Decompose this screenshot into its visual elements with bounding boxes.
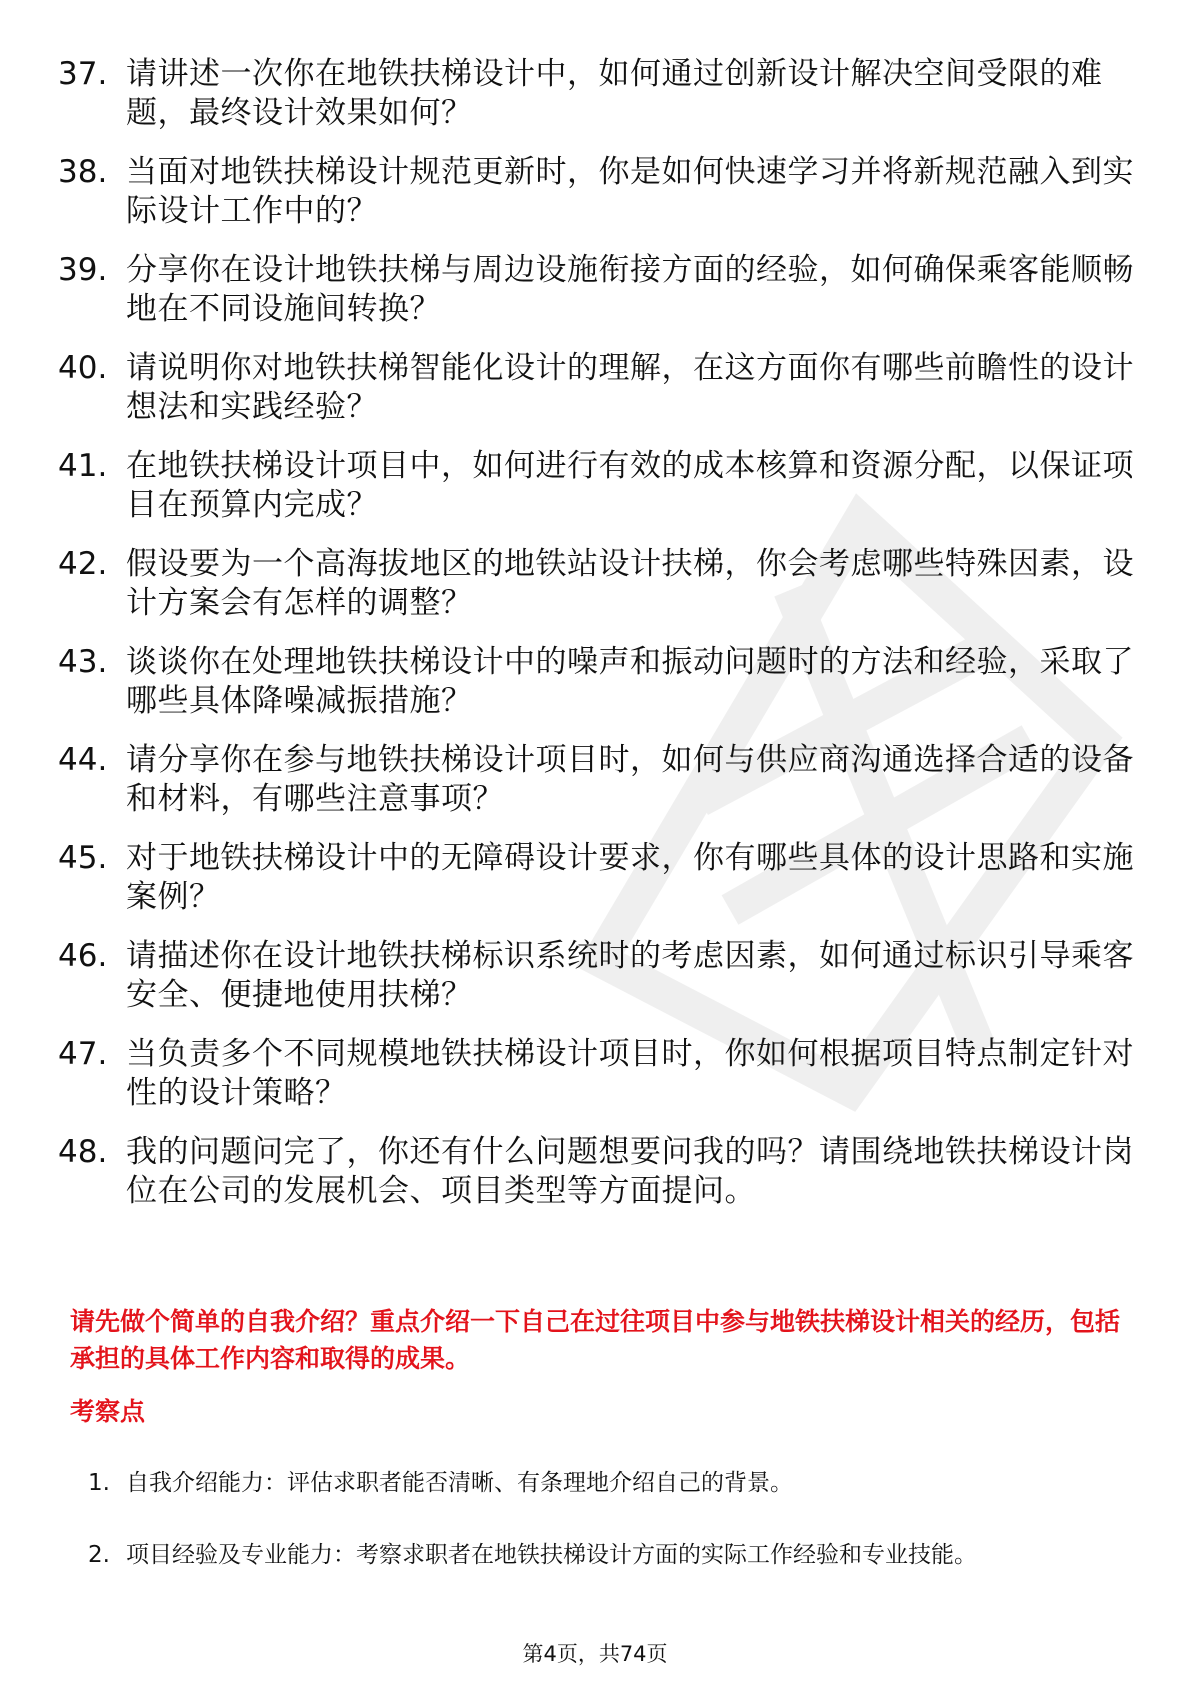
question-number: 48. [58,1134,108,1170]
question-text: 请分享你在参与地铁扶梯设计项目时，如何与供应商沟通选择合适的设备和材料，有哪些注意事项？ [126,742,1134,817]
question-text: 谈谈你在处理地铁扶梯设计中的噪声和振动问题时的方法和经验，采取了哪些具体降噪减振措施？ [126,644,1134,719]
question-number: 47. [58,1036,108,1072]
question-number: 42. [58,546,108,582]
question-item [58,251,1138,329]
question-text: 当负责多个不同规模地铁扶梯设计项目时，你如何根据项目特点制定针对性的设计策略？ [126,1036,1134,1111]
question-text: 请说明你对地铁扶梯智能化设计的理解，在这方面你有哪些前瞻性的设计想法和实践经验？ [126,350,1134,425]
question-text: 假设要为一个高海拔地区的地铁站设计扶梯，你会考虑哪些特殊因素，设计方案会有怎样的调整？ [126,546,1134,621]
question-item [58,741,1138,819]
assessment-points-list [88,1458,1128,1602]
question-item [58,545,1138,623]
question-item [58,447,1138,525]
question-number: 37. [58,56,108,92]
question-text: 在地铁扶梯设计项目中，如何进行有效的成本核算和资源分配，以保证项目在预算内完成？ [126,448,1134,523]
question-text: 对于地铁扶梯设计中的无障碍设计要求，你有哪些具体的设计思路和实施案例？ [126,840,1134,915]
question-number: 40. [58,350,108,386]
point-text: 自我介绍能力：评估求职者能否清晰、有条理地介绍自己的背景。 [126,1470,793,1496]
section-heading: 考察点 [70,1397,146,1426]
question-number: 46. [58,938,108,974]
point-text: 项目经验及专业能力：考察求职者在地铁扶梯设计方面的实际工作经验和专业技能。 [126,1542,977,1568]
question-text: 我的问题问完了，你还有什么问题想要问我的吗？请围绕地铁扶梯设计岗位在公司的发展机会、项目类型等方面提问。 [126,1134,1134,1209]
question-number: 41. [58,448,108,484]
question-text: 分享你在设计地铁扶梯与周边设施衔接方面的经验，如何确保乘客能顺畅地在不同设施间转换？ [126,252,1134,327]
question-item [58,937,1138,1015]
question-number: 43. [58,644,108,680]
question-item [58,153,1138,231]
question-item [58,349,1138,427]
question-number: 45. [58,840,108,876]
question-number: 38. [58,154,108,190]
question-text: 请讲述一次你在地铁扶梯设计中，如何通过创新设计解决空间受限的难题，最终设计效果如何？ [126,56,1103,131]
assessment-point [88,1458,1128,1508]
question-item [58,55,1138,133]
question-number: 39. [58,252,108,288]
question-text: 请描述你在设计地铁扶梯标识系统时的考虑因素，如何通过标识引导乘客安全、便捷地使用扶梯？ [126,938,1134,1013]
page-number-footer: 第4页，共74页 [522,1642,668,1666]
question-list [58,55,1138,1231]
question-item [58,1035,1138,1113]
question-text: 当面对地铁扶梯设计规范更新时，你是如何快速学习并将新规范融入到实际设计工作中的？ [126,154,1134,229]
question-item [58,643,1138,721]
point-number: 1. [88,1470,110,1496]
question-item [58,1133,1138,1211]
question-item [58,839,1138,917]
question-number: 44. [58,742,108,778]
point-number: 2. [88,1542,110,1568]
assessment-point [88,1530,1128,1580]
highlighted-question: 请先做个简单的自我介绍？重点介绍一下自己在过往项目中参与地铁扶梯设计相关的经历，包括承担的具体工作内容和取得的成果。 [70,1307,1121,1373]
